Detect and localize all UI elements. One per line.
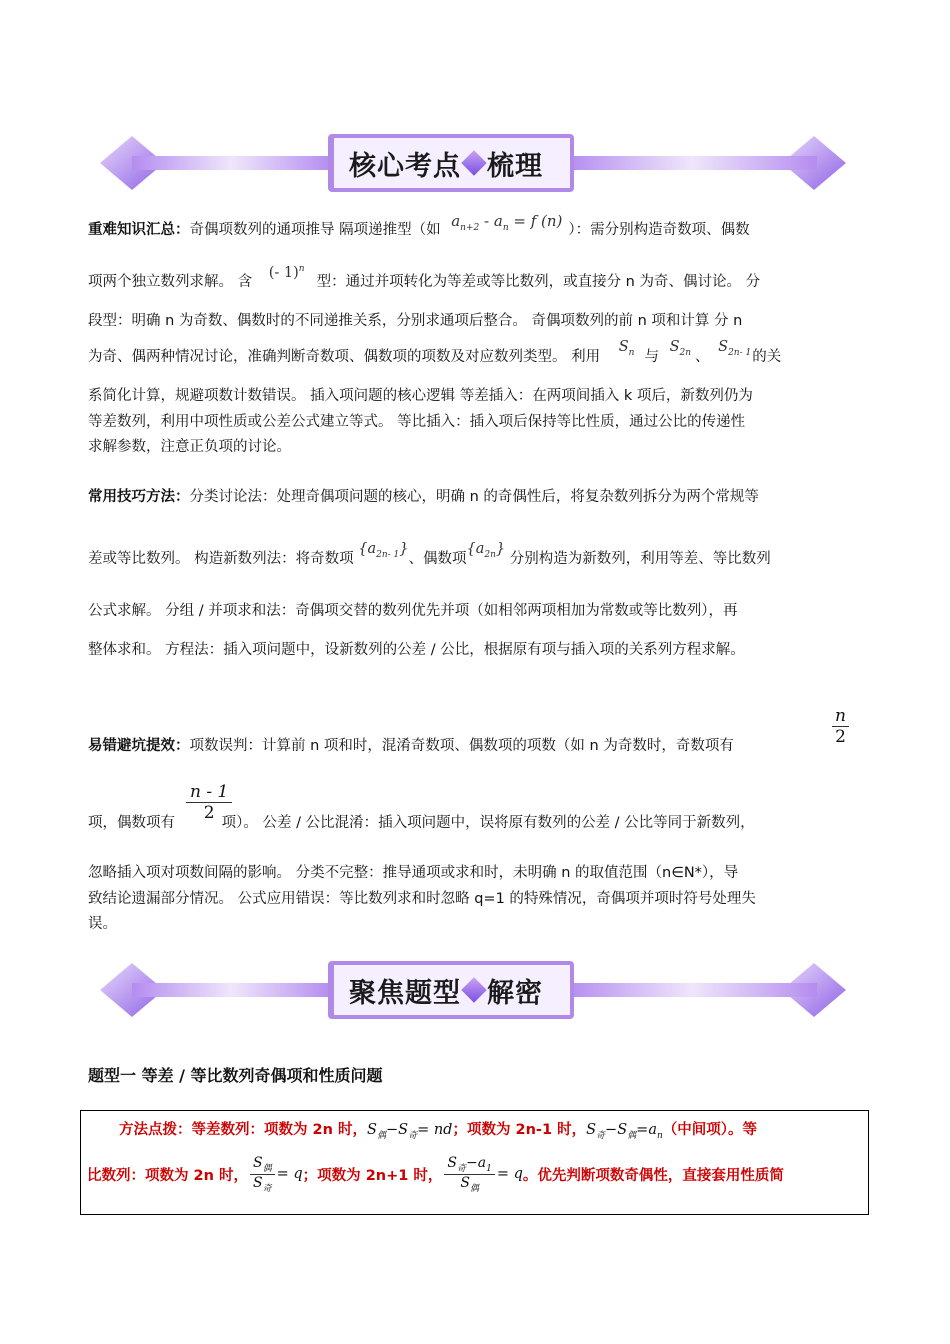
banner-title-right: 解密 [487, 977, 543, 1009]
text: 奇 [596, 1130, 606, 1141]
text: 奇偶项数列的通项推导 隔项递推型（如 [189, 222, 441, 238]
summary-line-1 [88, 212, 750, 241]
fraction-even-over-odd [250, 1155, 275, 1194]
summary-line-2 [88, 264, 761, 291]
text: 、 [695, 349, 710, 365]
pitfalls-label: 易错避坑提效： [88, 738, 190, 754]
text: n [298, 264, 305, 275]
text: a [648, 1122, 657, 1138]
text: 2n [484, 549, 496, 560]
text: 。优先判断项数奇偶性，直接套用性质简 [522, 1167, 784, 1184]
text: n [832, 706, 849, 727]
summary-label: 重难知识汇总： [88, 222, 190, 238]
text: 偶 [469, 1183, 479, 1194]
text: S [669, 339, 680, 355]
text: 项，偶数项有 [88, 815, 175, 831]
text: 项）。 公差 / 公比混淆：插入项问题中，误将原有数列的公差 / 公比等同于新数列， [221, 815, 755, 831]
banner-title-focus [328, 965, 564, 1015]
text: 型：通过并项转化为等差或等比数列，或直接分 n 为奇、偶讨论。 分 [316, 274, 761, 290]
text: 为奇、偶两种情况讨论，准确判断奇数项、偶数项的项数及对应数列类型。 利用 [88, 349, 601, 365]
text: ；项数为 2n-1 时， [452, 1122, 587, 1138]
text: a [477, 1155, 487, 1171]
text: a [367, 541, 377, 557]
tip-line-2 [87, 1155, 784, 1194]
text: 偶 [376, 1130, 386, 1141]
fraction-odd-minus-a1-over-even [444, 1155, 494, 1194]
s-n [619, 339, 635, 358]
numerator [444, 1155, 494, 1175]
text: 比数列：项数为 2n 时， [87, 1167, 249, 1184]
diamond-icon [461, 150, 486, 175]
denominator [457, 1175, 482, 1194]
text: n [502, 223, 509, 233]
text: 奇 [457, 1163, 467, 1174]
text: 项两个独立数列求解。 含 [88, 274, 253, 290]
fraction-n-minus-1-over-2 [186, 782, 232, 823]
text: n [628, 347, 635, 358]
text: 2n [679, 347, 692, 358]
banner-title-core [328, 138, 564, 188]
text: − [466, 1155, 478, 1171]
text: S [617, 1122, 628, 1138]
summary-line-4 [88, 339, 782, 368]
neg-one-power [269, 264, 305, 281]
text: n+2 [460, 223, 480, 233]
text: = f (n) [508, 212, 563, 230]
recurrence-formula [451, 212, 562, 233]
text: S [618, 339, 629, 355]
pitfalls-line-3: 忽略插入项对项数间隔的影响。 分类不完整：推导通项或求和时，未明确 n 的取值范围（n∈N*），导 [88, 865, 739, 881]
techniques-label: 常用技巧方法： [88, 489, 190, 505]
s-2n-1 [718, 339, 751, 358]
denominator [250, 1175, 275, 1194]
text: - [479, 212, 494, 230]
techniques-line-3: 公式求解。 分组 / 并项求和法：奇偶项交替的数列优先并项（如相邻两项相加为常数或等比数列），再 [88, 603, 738, 619]
diamond-icon [461, 977, 486, 1002]
text: S [367, 1122, 377, 1138]
text: 2 [203, 803, 215, 823]
text: S [586, 1122, 597, 1138]
techniques-line-4: 整体求和。 方程法：插入项问题中，设新数列的公差 / 公比，根据原有项与插入项的关系列方程求解。 [88, 642, 745, 658]
pitfalls-line-1 [88, 734, 734, 755]
text: S [398, 1122, 409, 1138]
text: (- 1) [268, 265, 299, 281]
type-one-heading: 题型一 等差 / 等比数列奇偶项和性质问题 [88, 1066, 383, 1085]
banner-title-left: 聚焦题型 [349, 977, 461, 1009]
odd-subsequence: $\{a_{2n- 1}\}$ [358, 541, 409, 560]
text: 1 [486, 1163, 492, 1174]
text: 分别构造为新数列，利用等差、等比数列 [509, 551, 771, 567]
banner-title-right: 梳理 [487, 150, 543, 182]
tip-line-1 [119, 1118, 757, 1141]
section-banner-core [92, 128, 854, 198]
method-tip-box [80, 1110, 869, 1215]
banner-title-left: 核心考点 [349, 150, 461, 182]
text: 项数误判：计算前 n 项和时，混淆奇数项、偶数项的项数（如 n 为奇数时，奇数项有 [189, 738, 734, 754]
text: 奇 [262, 1183, 272, 1194]
summary-line-3: 段型：明确 n 为奇数、偶数时的不同递推关系，分别求通项后整合。 奇偶项数列的前 n 项和计算 分 n [88, 313, 743, 329]
text: = q [496, 1166, 523, 1183]
text: n [656, 1130, 663, 1141]
pitfalls-line-5: 误。 [88, 916, 117, 932]
text: ）：需分别构造奇数项、偶数 [568, 222, 750, 238]
text: 2n- 1 [376, 549, 400, 560]
text: S [253, 1174, 263, 1191]
formula-odd-minus-even [586, 1122, 663, 1141]
text: a [493, 212, 503, 230]
summary-line-7: 求解参数，注意正负项的讨论。 [88, 439, 291, 455]
text: − [385, 1122, 399, 1138]
summary-line-6: 等差数列，利用中项性质或公差公式建立等式。 等比插入：插入项后保持等比性质，通过公比的传递性 [88, 414, 746, 430]
text: S [718, 339, 729, 355]
summary-line-5: 系简化计算，规避项数计数错误。 插入项问题的核心逻辑 等差插入：在两项间插入 k 项后，新数列仍为 [88, 388, 753, 404]
formula-even-minus-odd [367, 1122, 453, 1141]
text: 2 [835, 727, 846, 747]
techniques-line-1 [88, 485, 759, 506]
techniques-line-2 [88, 541, 771, 570]
text: （中间项）。等 [662, 1122, 758, 1138]
text: 的关 [752, 349, 782, 365]
text: 差或等比数列。 构造新数列法：将奇数项 [88, 551, 354, 567]
text: 方法点拨：等差数列：项数为 2n 时， [119, 1122, 368, 1138]
numerator [250, 1155, 275, 1175]
text: 偶 [627, 1130, 637, 1141]
section-banner-focus [92, 955, 854, 1025]
text: 偶 [262, 1163, 272, 1174]
pitfalls-line-4: 致结论遗漏部分情况。 公式应用错误：等比数列求和时忽略 q=1 的特殊情况，奇偶项并项时符号处理失 [88, 891, 756, 907]
text: 奇 [408, 1130, 418, 1141]
text: 、偶数项 [408, 551, 467, 567]
fraction-n-over-2 [832, 706, 849, 747]
text: S [253, 1155, 263, 1171]
text: = q [276, 1166, 303, 1183]
even-subsequence: $\{a_{2n}\}$ [466, 541, 506, 560]
text: = nd [417, 1122, 453, 1138]
text: 与 [644, 349, 659, 365]
text: = [636, 1122, 649, 1138]
text: n - 1 [186, 782, 232, 803]
text: 2n- 1 [728, 347, 752, 358]
text: 分类讨论法：处理奇偶项问题的核心，明确 n 的奇偶性后，将复杂数列拆分为两个常规等 [189, 489, 759, 505]
s-2n [670, 339, 691, 358]
text: S [447, 1155, 458, 1171]
text: − [605, 1122, 618, 1138]
text: S [460, 1174, 470, 1191]
text: ；项数为 2n+1 时， [302, 1167, 443, 1184]
text: a [451, 212, 461, 230]
text: a [475, 541, 485, 557]
